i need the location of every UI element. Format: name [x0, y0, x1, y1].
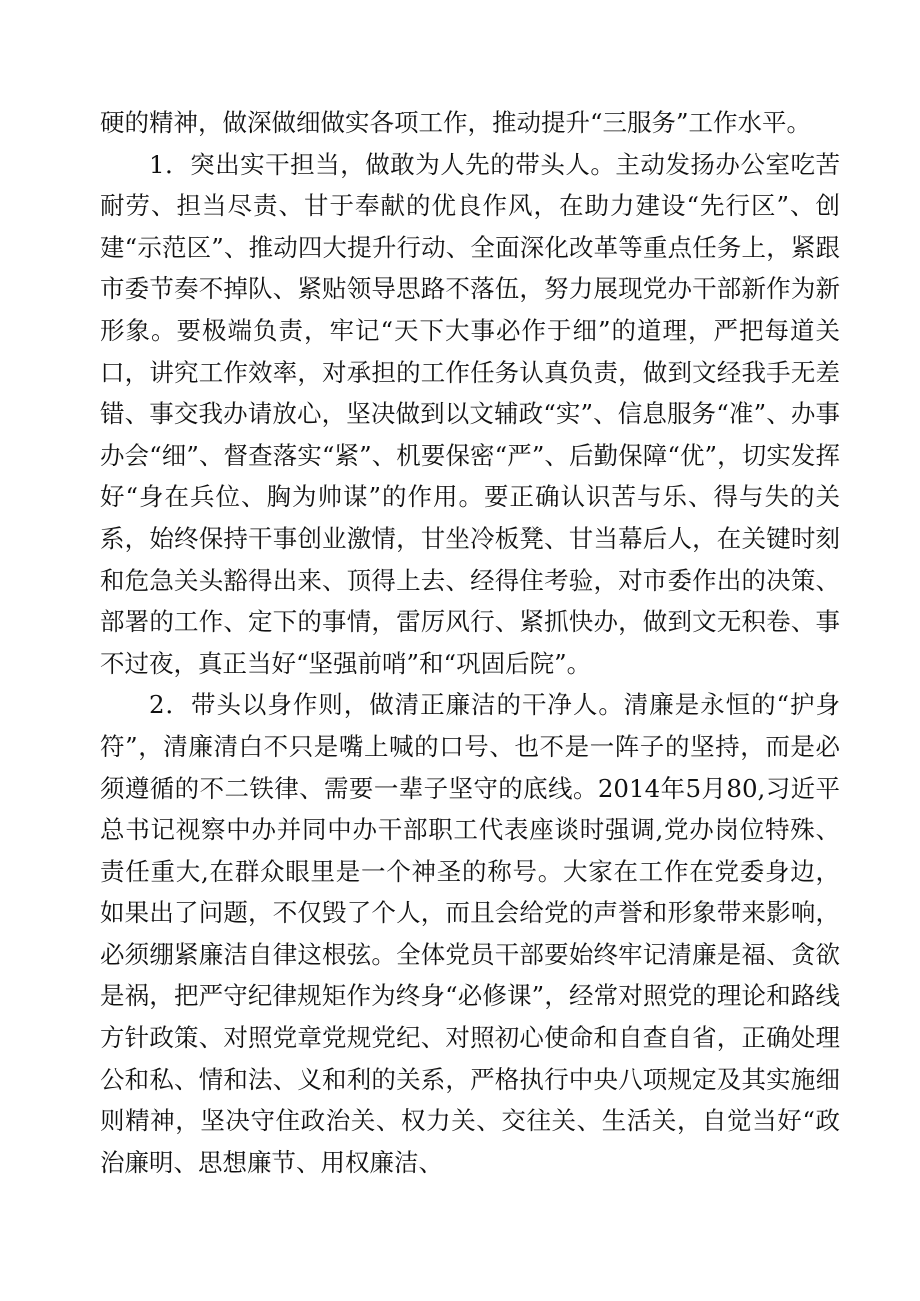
document-body: [100, 102, 840, 1183]
paragraph-point-2: 2．带头以身作则，做清正廉洁的干净人。清廉是永恒的“护身符”，清廉清白不只是嘴上喊的口号、也不是一阵子的坚持，而是必须遵循的不二铁律、需要一辈子坚守的底线。2014年5月80,习近平总书记视察中办并同中办干部职工代表座谈时强调,党办岗位特殊、责任重大,在群众眼里是一个神圣的称号。大家在工作在党委身边，如果出了问题，不仅毁了个人，而且会给党的声誉和形象带来影响，必须绷紧廉洁自律这根弦。全体党员干部要始终牢记清廉是福、贪欲是祸，把严守纪律规矩作为终身“必修课”，经常对照党的理论和路线方针政策、对照党章党规党纪、对照初心使命和自查自省，正确处理公和私、情和法、义和利的关系，严格执行中央八项规定及其实施细则精神，坚决守住政治关、权力关、交往关、生活关，自觉当好“政治廉明、思想廉节、用权廉洁、: [100, 690, 840, 1177]
paragraph-continuation: 硬的精神，做深做细做实各项工作，推动提升“三服务”工作水平。: [100, 108, 812, 137]
paragraph-point-1: 1．突出实干担当，做敢为人先的带头人。主动发扬办公室吃苦耐劳、担当尽责、甘于奉献的优良作风，在助力建设“先行区”、创建“示范区”、推动四大提升行动、全面深化改革等重点任务上，紧跟市委节奏不掉队、紧贴领导思路不落伍，努力展现党办干部新作为新形象。要极端负责，牢记“天下大事必作于细”的道理，严把每道关口，讲究工作效率，对承担的工作任务认真负责，做到文经我手无差错、事交我办请放心，坚决做到以文辅政“实”、信息服务“准”、办事办会“细”、督查落实“紧”、机要保密“严”、后勤保障“优”，切实发挥好“身在兵位、胸为帅谋”的作用。要正确认识苦与乐、得与失的关系，始终保持干事创业激情，甘坐冷板凳、甘当幕后人，在关键时刻和危急关头豁得出来、顶得上去、经得住考验，对市委作出的决策、部署的工作、定下的事情，雷厉风行、紧抓快办，做到文无积卷、事不过夜，真正当好“坚强前哨”和“巩固后院”。: [100, 149, 840, 678]
